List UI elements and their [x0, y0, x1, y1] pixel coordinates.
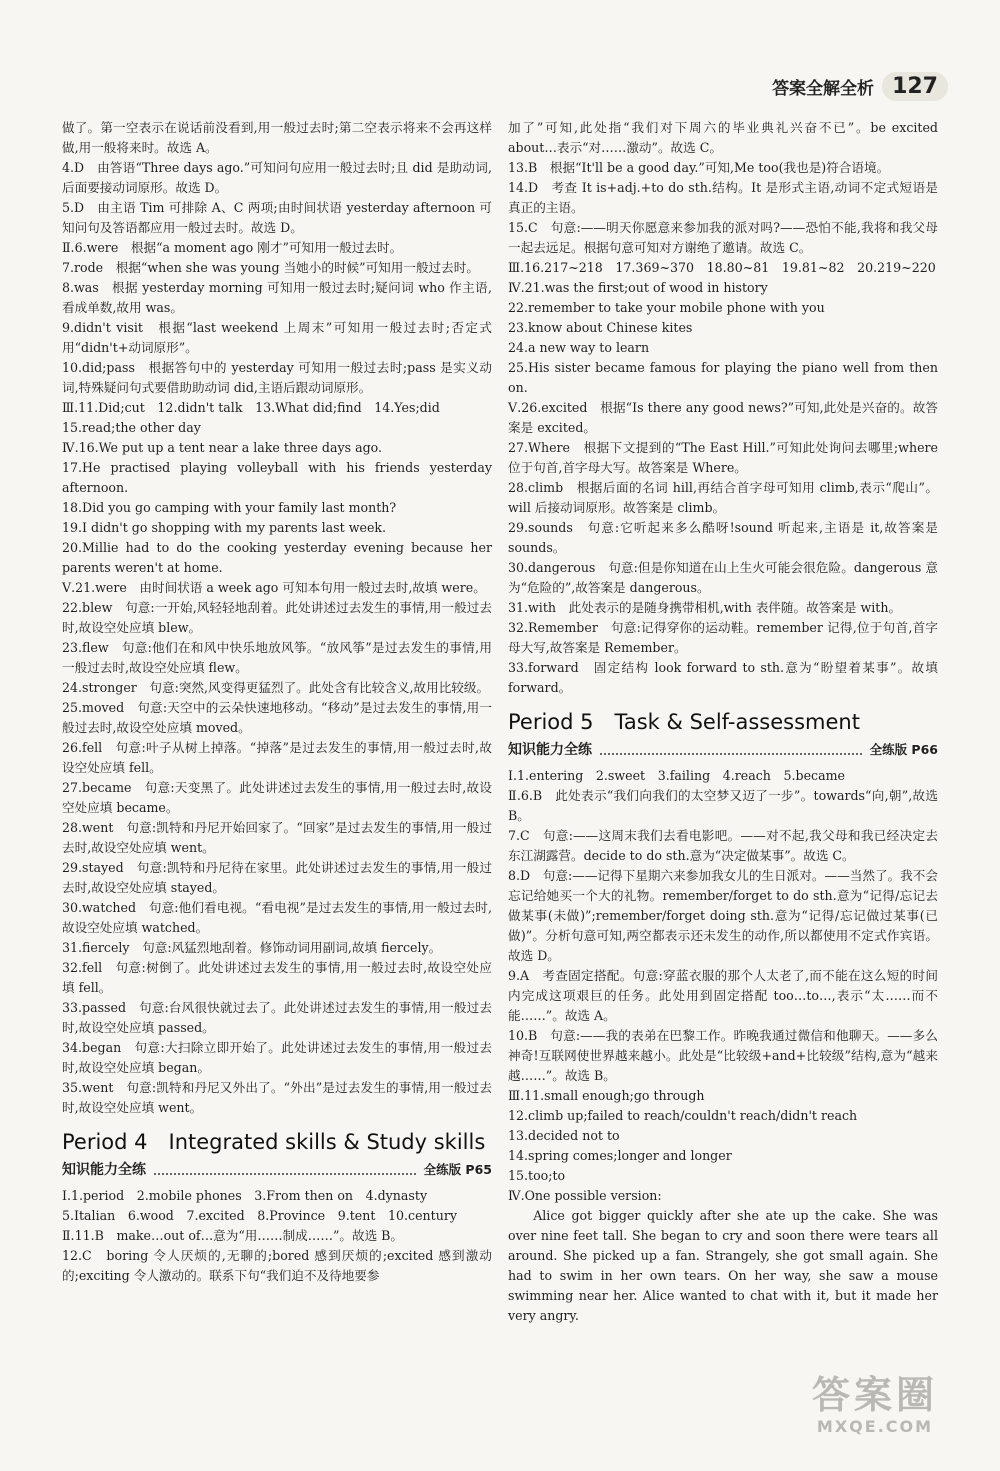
- page-header: [772, 72, 948, 101]
- answer-item: Ⅰ.1.period 2.mobile phones 3.From then on 4.dynasty: [62, 1188, 428, 1203]
- answer-item: 29.sounds 句意:它听起来多么酷呀!sound 听起来,主语是 it,故答案是 sounds。: [508, 520, 938, 555]
- answer-item: 23.flew 句意:他们在和风中快乐地放风筝。“放风筝”是过去发生的事情,用一般过去时,故设空处应填 flew。: [62, 640, 492, 675]
- answer-item: 5.D 由主语 Tim 可排除 A、C 两项;由时间状语 yesterday afternoon 可知问句及答语都应用一般过去时。故选 D。: [62, 200, 492, 235]
- watermark-logo-text: 答案圈: [811, 1373, 938, 1417]
- answer-item: 7.C 句意:——这周末我们去看电影吧。——对不起,我父母和我已经决定去东江湖露营。decide to do sth.意为“决定做某事”。故选 C。: [508, 828, 938, 863]
- answer-item: 17.He practised playing volleyball with his friends yesterday afternoon.: [62, 460, 492, 495]
- answer-item: 14.D 考查 It is+adj.+to do sth.结构。It 是形式主语,动词不定式短语是真正的主语。: [508, 180, 938, 215]
- answer-item: 24.stronger 句意:突然,风变得更猛烈了。此处含有比较含义,故用比较级。: [62, 680, 490, 695]
- answer-item: Ⅳ.21.was the first;out of wood in history: [508, 280, 768, 295]
- left-column: [62, 118, 492, 1286]
- period-5-answer-list: [508, 766, 938, 1206]
- answer-item: 25.moved 句意:天空中的云朵快速地移动。“移动”是过去发生的事情,用一般过去时,故设空处应填 moved。: [62, 700, 492, 735]
- answer-item: 19.I didn't go shopping with my parents last week.: [62, 520, 387, 535]
- answer-item: Ⅱ.6.were 根据“a moment ago 刚才”可知用一般过去时。: [62, 240, 403, 255]
- answer-item: Ⅰ.1.entering 2.sweet 3.failing 4.reach 5.became: [508, 768, 845, 783]
- answer-item: 4.D 由答语“Three days ago.”可知问句应用一般过去时;且 did 是助动词,后面要接动词原形。故选 D。: [62, 160, 492, 195]
- answer-item: 30.dangerous 句意:但是你知道在山上生火可能会很危险。dangerous 意为“危险的”,故答案是 dangerous。: [508, 560, 938, 595]
- answer-item: 7.rode 根据“when she was young 当她小的时候”可知用一般过去时。: [62, 260, 479, 275]
- answer-item: 32.Remember 句意:记得穿你的运动鞋。remember 记得,位于句首,首字母大写,故答案是 Remember。: [508, 620, 938, 655]
- answer-item: Ⅱ.6.B 此处表示“我们向我们的太空梦又迈了一步”。towards“向,朝”,故选 B。: [508, 788, 938, 823]
- right-column: [508, 118, 938, 1326]
- model-essay: Alice got bigger quickly after she ate up the cake. She was over nine feet tall. She began to cry and soon there were tears all around. She picked up a fan. Strangely, she got small again. She had to swim in her own tears. On her way, she saw a mouse swimming near her. Alice wanted to chat with it, but it made her very angry.: [508, 1208, 938, 1323]
- answer-item: 27.Where 根据下文提到的“The East Hill.”可知此处询问去哪里;where 位于句首,首字母大写。故答案是 Where。: [508, 440, 938, 475]
- answer-item: Ⅴ.26.excited 根据“Is there any good news?”可知,此处是兴奋的。故答案是 excited。: [508, 400, 938, 435]
- answer-item: 8.was 根据 yesterday morning 可知用一般过去时;疑问词 who 作主语,看成单数,故用 was。: [62, 280, 492, 315]
- answer-item: 31.with 此处表示的是随身携带相机,with 表伴随。故答案是 with。: [508, 600, 902, 615]
- answer-item: 5.Italian 6.wood 7.excited 8.Province 9.tent 10.century: [62, 1208, 457, 1223]
- answer-item: Ⅱ.11.B make…out of…意为“用……制成……”。故选 B。: [62, 1228, 404, 1243]
- period-5-section-bar: [508, 740, 938, 760]
- answer-item: 加了”可知,此处指“我们对下周六的毕业典礼兴奋不已”。be excited about…表示“对……激动”。故选 C。: [508, 120, 938, 155]
- answer-item: Ⅲ.11.Did;cut 12.didn't talk 13.What did;find 14.Yes;did: [62, 400, 440, 415]
- answer-item: 18.Did you go camping with your family last month?: [62, 500, 397, 515]
- answer-item: Ⅳ.One possible version:: [508, 1188, 662, 1203]
- answer-item: 22.remember to take your mobile phone with you: [508, 300, 825, 315]
- answer-item: 10.did;pass 根据答句中的 yesterday 可知用一般过去时;pass 是实义动词,特殊疑问句式要借助助动词 did,主语后跟动词原形。: [62, 360, 492, 395]
- answer-item: 31.fiercely 句意:风猛烈地刮着。修饰动词用副词,故填 fiercely。: [62, 940, 442, 955]
- answer-item: 13.decided not to: [508, 1128, 620, 1143]
- answer-item: 28.climb 根据后面的名词 hill,再结合首字母可知用 climb,表示“爬山”。will 后接动词原形。故答案是 climb。: [508, 480, 938, 515]
- period-5-section-tag: 全练版 P66: [869, 742, 938, 757]
- page-number: 127: [882, 72, 948, 101]
- header-label: 答案全解全析: [772, 79, 875, 99]
- answer-item: 30.watched 句意:他们看电视。“看电视”是过去发生的事情,用一般过去时,故设空处应填 watched。: [62, 900, 492, 935]
- answer-item: Ⅴ.21.were 由时间状语 a week ago 可知本句用一般过去时,故填 were。: [62, 580, 486, 595]
- answer-item: 35.went 句意:凯特和丹尼又外出了。“外出”是过去发生的事情,用一般过去时,故设空处应填 went。: [62, 1080, 492, 1115]
- period-4-section-tag: 全练版 P65: [423, 1162, 492, 1177]
- dotted-leader: [600, 745, 862, 755]
- answer-item: 27.became 句意:天变黑了。此处讲述过去发生的事情,用一般过去时,故设空处应填 became。: [62, 780, 492, 815]
- period-4-title: Period 4 Integrated skills & Study skills: [62, 1130, 486, 1154]
- answer-item: 15.too;to: [508, 1168, 566, 1183]
- answer-item: 33.forward 固定结构 look forward to sth.意为“盼望着某事”。故填 forward。: [508, 660, 938, 695]
- answer-item: Ⅲ.16.217~218 17.369~370 18.80~81 19.81~82 20.219~220: [508, 260, 936, 275]
- answer-item: 33.passed 句意:台风很快就过去了。此处讲述过去发生的事情,用一般过去时,故设空处应填 passed。: [62, 1000, 492, 1035]
- answer-item: 34.began 句意:大扫除立即开始了。此处讲述过去发生的事情,用一般过去时,故设空处应填 began。: [62, 1040, 492, 1075]
- period-5-section-label: 知识能力全练: [508, 742, 592, 758]
- site-watermark: [790, 1373, 960, 1443]
- period-4-answer-list: [62, 1186, 492, 1286]
- answer-item: 20.Millie had to do the cooking yesterday evening because her parents weren't at home.: [62, 540, 492, 575]
- answer-item: 9.A 考查固定搭配。句意:穿蓝衣服的那个人太老了,而不能在这么短的时间内完成这项艰巨的任务。此处用到固定搭配 too…to…,表示“太……而不能……”。故选 A。: [508, 968, 938, 1023]
- answer-item: 25.His sister became famous for playing the piano well from then on.: [508, 360, 938, 395]
- period-4-section-label: 知识能力全练: [62, 1162, 146, 1178]
- answer-item: 28.went 句意:凯特和丹尼开始回家了。“回家”是过去发生的事情,用一般过去时,故设空处应填 went。: [62, 820, 492, 855]
- answer-item: 12.C boring 令人厌烦的,无聊的;bored 感到厌烦的;excited 感到激动的;exciting 令人激动的。联系下句“我们迫不及待地要参: [62, 1248, 492, 1283]
- dotted-leader: [154, 1165, 416, 1175]
- answer-item: 29.stayed 句意:凯特和丹尼待在家里。此处讲述过去发生的事情,用一般过去时,故设空处应填 stayed。: [62, 860, 492, 895]
- answer-item: 15.C 句意:——明天你愿意来参加我的派对吗?——恐怕不能,我将和我父母一起去远足。根据句意可知对方谢绝了邀请。故选 C。: [508, 220, 938, 255]
- answer-item: 24.a new way to learn: [508, 340, 650, 355]
- answer-item: 8.D 句意:——记得下星期六来参加我女儿的生日派对。——当然了。我不会忘记给她买一个大的礼物。remember/forget to do sth.意为“记得/忘记去做某事(未做)”;remember/forget doing sth.意为“记得/忘记做过某事(已做)”。分析句意可知,两空都表示还未发生的动作,所以都使用不定式作宾语。故选 D。: [508, 868, 938, 963]
- answer-item: Ⅲ.11.small enough;go through: [508, 1088, 705, 1103]
- watermark-url: MXQE.COM: [816, 1417, 934, 1436]
- answer-item: 26.fell 句意:叶子从树上掉落。“掉落”是过去发生的事情,用一般过去时,故设空处应填 fell。: [62, 740, 492, 775]
- period-4-section-bar: [62, 1160, 492, 1180]
- answer-item: 12.climb up;failed to reach/couldn't reach/didn't reach: [508, 1108, 858, 1123]
- answer-item: 9.didn't visit 根据“last weekend 上周末”可知用一般过去时;否定式用“didn't+动词原形”。: [62, 320, 492, 355]
- left-answer-list: [62, 118, 492, 1118]
- answer-item: 15.read;the other day: [62, 420, 201, 435]
- period-5-title: Period 5 Task & Self-assessment: [508, 710, 860, 734]
- answer-item: 做了。第一空表示在说话前没看到,用一般过去时;第二空表示将来不会再这样做,用一般将来时。故选 A。: [62, 120, 492, 155]
- answer-item: Ⅳ.16.We put up a tent near a lake three days ago.: [62, 440, 383, 455]
- answer-item: 13.B 根据“It'll be a good day.”可知,Me too(我也是)符合语境。: [508, 160, 890, 175]
- answer-item: 32.fell 句意:树倒了。此处讲述过去发生的事情,用一般过去时,故设空处应填 fell。: [62, 960, 492, 995]
- answer-item: 14.spring comes;longer and longer: [508, 1148, 732, 1163]
- right-answer-list: [508, 118, 938, 698]
- answer-item: 10.B 句意:——我的表弟在巴黎工作。昨晚我通过微信和他聊天。——多么神奇!互联网使世界越来越小。此处是“比较级+and+比较级”结构,意为“越来越……”。故选 B。: [508, 1028, 938, 1083]
- answer-item: 23.know about Chinese kites: [508, 320, 693, 335]
- answer-item: 22.blew 句意:一开始,风轻轻地刮着。此处讲述过去发生的事情,用一般过去时,故设空处应填 blew。: [62, 600, 492, 635]
